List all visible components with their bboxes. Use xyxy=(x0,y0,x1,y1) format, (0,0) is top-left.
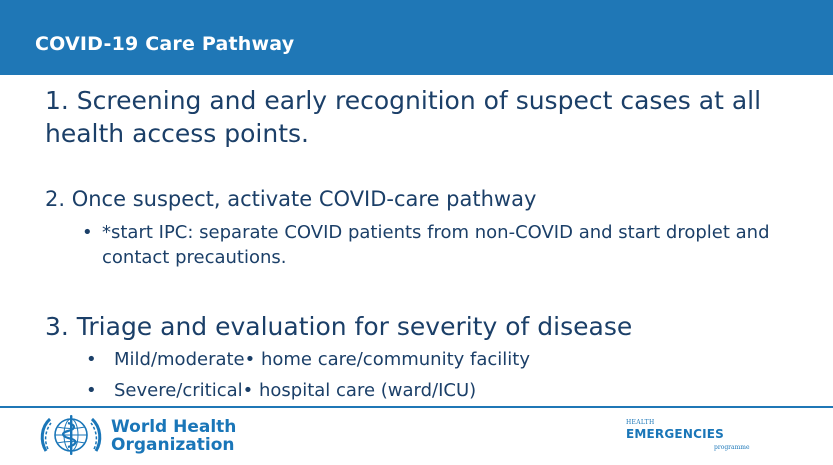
slide-title: COVID-19 Care Pathway xyxy=(35,33,295,55)
header-bar xyxy=(0,0,833,75)
point-3-item-text: Mild/moderate• home care/community facility xyxy=(114,349,530,370)
he-logo-programme-text: programme xyxy=(714,444,750,451)
who-logo-text xyxy=(111,418,236,454)
point-3-item-text: Severe/critical• hospital care (ward/ICU) xyxy=(114,380,477,401)
point-2-text: 2. Once suspect, activate COVID-care pathway xyxy=(45,187,537,211)
footer-divider xyxy=(0,406,833,408)
who-logo-line2: Organization xyxy=(111,435,235,455)
he-logo-big-text: EMERGENCIES xyxy=(626,427,724,441)
bullet: • xyxy=(86,349,97,370)
he-logo-small-text: HEALTH xyxy=(626,419,655,426)
who-logo-line1: World Health xyxy=(111,417,237,437)
health-emergencies-logo xyxy=(626,419,756,455)
bullet: • xyxy=(82,222,93,243)
point-3-text: 3. Triage and evaluation for severity of disease xyxy=(45,312,633,341)
bullet: • xyxy=(86,380,97,401)
point-1-text: 1. Screening and early recognition of suspect cases at all health access points. xyxy=(45,86,762,148)
point-2-sub-text: *start IPC: separate COVID patients from non-COVID and start droplet and contact precautions. xyxy=(102,222,770,268)
who-emblem-icon xyxy=(38,413,104,459)
